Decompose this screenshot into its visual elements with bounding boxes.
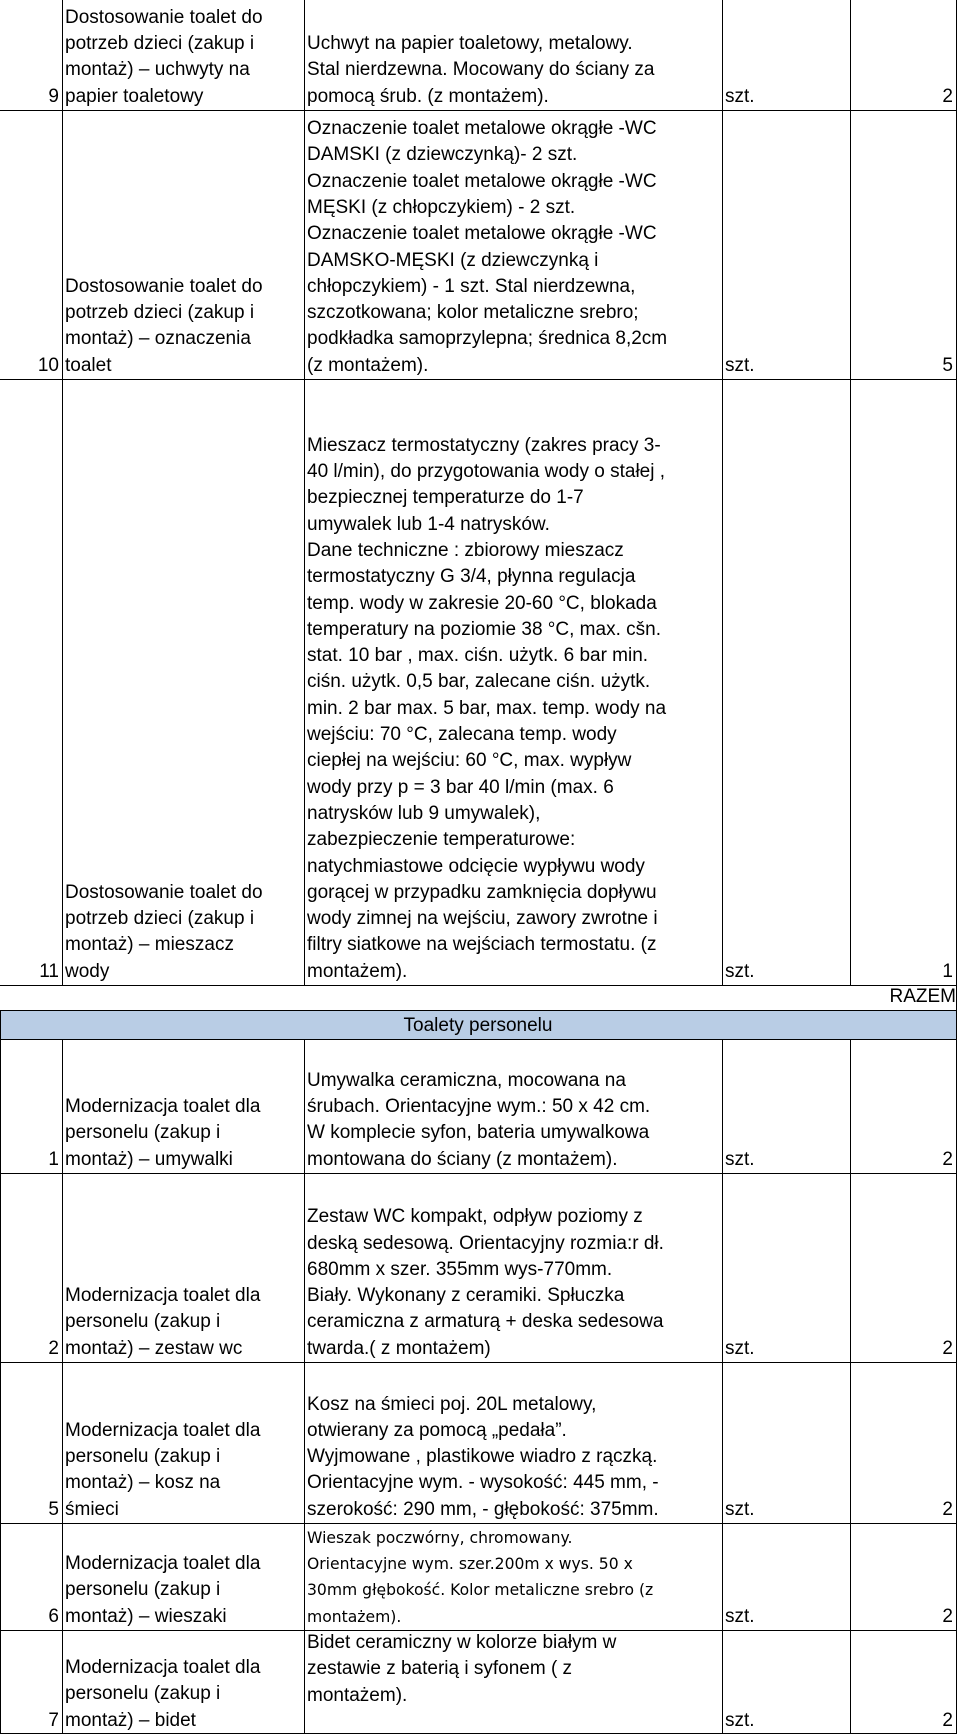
table-row: [0, 0, 960, 110]
item-name: Modernizacja toalet dla personelu (zakup i montaż) – bidet: [65, 1657, 261, 1731]
table-row: [0, 1173, 960, 1362]
item-quantity: 2: [942, 1148, 953, 1170]
column-divider: [62, 0, 63, 985]
column-divider: [304, 1039, 305, 1734]
razem-label: RAZEM: [889, 986, 956, 1007]
row-divider: [0, 1733, 956, 1734]
item-unit: szt.: [725, 1337, 755, 1359]
item-quantity: 2: [942, 1605, 953, 1627]
table-row: [0, 1630, 960, 1734]
item-unit: szt.: [725, 85, 755, 107]
item-name: Modernizacja toalet dla personelu (zakup i montaż) – zestaw wc: [65, 1285, 261, 1359]
table-row: [0, 1362, 960, 1523]
item-name: Dostosowanie toalet do potrzeb dzieci (zakup i montaż) – uchwyty na papier toaletowy: [65, 6, 263, 107]
table-row: [0, 1523, 960, 1630]
row-number: 10: [37, 354, 59, 376]
row-number: 11: [39, 960, 59, 982]
column-divider: [850, 0, 851, 985]
row-divider: [0, 1173, 956, 1174]
column-divider: [850, 1039, 851, 1734]
table-row: [0, 379, 960, 985]
item-name: Dostosowanie toalet do potrzeb dzieci (zakup i montaż) – mieszacz wody: [65, 881, 263, 982]
item-quantity: 2: [942, 1709, 953, 1731]
row-divider: [0, 1362, 956, 1363]
row-divider: [0, 985, 956, 986]
column-divider: [956, 0, 957, 1734]
item-description: Bidet ceramiczny w kolorze białym w zestawie z baterią i syfonem ( z montażem).: [307, 1632, 617, 1706]
item-unit: szt.: [725, 1605, 755, 1627]
item-quantity: 5: [942, 354, 953, 376]
column-divider: [722, 1039, 723, 1734]
table-row: [0, 1039, 960, 1173]
row-number: 6: [48, 1605, 59, 1627]
row-number: 5: [48, 1498, 59, 1520]
item-description: Zestaw WC kompakt, odpływ poziomy z deską sedesową. Orientacyjny rozmia:r dł. 680mm x szer. 355mm wys-770mm. Biały. Wykonany z ceramiki. Spłuczka ceramiczna z armaturą + deska sedesowa twarda.( z montażem): [307, 1206, 664, 1359]
column-divider: [722, 0, 723, 985]
column-divider: [304, 0, 305, 985]
section-title: Toalety personelu: [403, 1015, 553, 1036]
row-divider: [0, 1039, 956, 1040]
item-unit: szt.: [725, 1498, 755, 1520]
row-divider: [0, 1523, 956, 1524]
item-name: Dostosowanie toalet do potrzeb dzieci (zakup i montaż) – oznaczenia toalet: [65, 275, 263, 376]
table-row: [0, 110, 960, 379]
row-divider: [0, 1010, 956, 1011]
item-name: Modernizacja toalet dla personelu (zakup i montaż) – umywalki: [65, 1096, 261, 1170]
item-unit: szt.: [725, 354, 755, 376]
row-divider: [0, 110, 956, 111]
row-divider: [0, 1630, 956, 1631]
column-divider: [62, 1039, 63, 1734]
item-description: Mieszacz termostatyczny (zakres pracy 3- 40 l/min), do przygotowania wody o stałej , bezpiecznej temperaturze do 1-7 umywalek lub 1-4 natrysków. Dane techniczne : zbiorowy mieszacz termostatyczny G 3/4, płynna regulacja temp. wody w zakresie 20-60 °C, blokada temperatury na poziomie 38 °C, max. cšn. stat. 10 bar , max. ciśn. użytk. 6 bar min. ciśn. użytk. 0,5 bar, zalecane ciśn. użytk. min. 2 bar max. 5 bar, max. temp. wody na wejściu: 70 °C, zalecana temp. wody ciepłej na wejściu: 60 °C, max. wypływ wody przy p = 3 bar 40 l/min (max. 6 natrysków lub 9 umywalek), zabezpieczenie temperaturowe: natychmiastowe odcięcie wypływu wody gorącej w przypadku zamknięcia dopływu wody zimnej na wejściu, zawory zwrotne i filtry siatkowe na wejściach termostatu. (z montażem).: [307, 434, 667, 982]
item-unit: szt.: [725, 960, 755, 982]
item-description: Umywalka ceramiczna, mocowana na śrubach. Orientacyjne wym.: 50 x 42 cm. W komplecie syfon, bateria umywalkowa montowana do ściany (z montażem).: [307, 1069, 651, 1170]
item-quantity: 2: [942, 1337, 953, 1359]
item-description: Kosz na śmieci poj. 20L metalowy, otwierany za pomocą „pedała”. Wyjmowane , plastikowe wiadro z rączką. Orientacyjne wym. - wysokość: 445 mm, - szerokość: 290 mm, - głębokość: 375mm.: [307, 1393, 659, 1520]
item-quantity: 2: [942, 85, 953, 107]
item-quantity: 2: [942, 1498, 953, 1520]
row-number: 7: [48, 1709, 59, 1731]
item-name: Modernizacja toalet dla personelu (zakup i montaż) – wieszaki: [65, 1553, 261, 1627]
column-divider: [0, 1010, 1, 1734]
item-description: Oznaczenie toalet metalowe okrągłe -WC DAMSKI (z dziewczynką)- 2 szt. Oznaczenie toalet metalowe okrągłe -WC MĘSKI (z chłopczykiem) - 2 szt. Oznaczenie toalet metalowe okrągłe -WC DAMSKO-MĘSKI (z dziewczynką i chłopczykiem) - 1 szt. Stal nierdzewna, szczotkowana; kolor metaliczne srebro; podkładka samoprzylepna; średnica 8,2cm (z montażem).: [307, 118, 668, 376]
row-divider: [0, 379, 956, 380]
item-description: Uchwyt na papier toaletowy, metalowy. Stal nierdzewna. Mocowany do ściany za pomocą śrub. (z montażem).: [307, 33, 655, 107]
item-name: Modernizacja toalet dla personelu (zakup i montaż) – kosz na śmieci: [65, 1419, 261, 1520]
item-description: Wieszak poczwórny, chromowany. Orientacyjne wym. szer.200m x wys. 50 x 30mm głębokość. Kolor metaliczne srebro (z montażem).: [307, 1528, 654, 1626]
row-number: 2: [48, 1337, 59, 1359]
row-number: 9: [48, 85, 59, 107]
item-unit: szt.: [725, 1148, 755, 1170]
item-quantity: 1: [942, 960, 953, 982]
item-unit: szt.: [725, 1709, 755, 1731]
row-number: 1: [48, 1148, 59, 1170]
